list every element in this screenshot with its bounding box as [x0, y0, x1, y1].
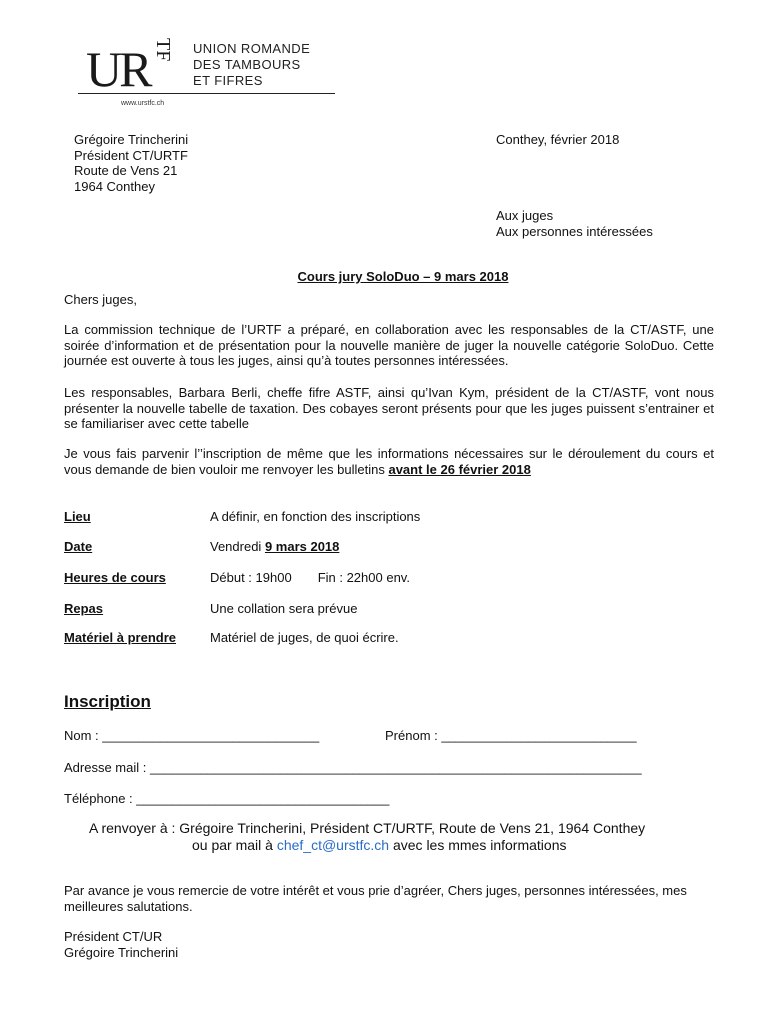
logo-org-line-3: ET FIFRES — [193, 73, 263, 88]
return-email-suffix: avec les mmes informations — [389, 837, 567, 853]
info-value-materiel: Matériel de juges, de quoi écrire. — [210, 630, 399, 645]
logo-letters-ur: UR — [86, 41, 150, 97]
paragraph-registration-text: Je vous fais parvenir l’’inscription de même que les informations nécessaires sur le déroulement du cours et vous demande de bien vouloir me renvoyer les bulletins — [64, 446, 714, 477]
logo-org-line-1: UNION ROMANDE — [193, 41, 311, 56]
sender-name: Grégoire Trincherini — [74, 132, 189, 147]
logo-org-line-2: DES TAMBOURS — [193, 57, 301, 72]
info-value-date-day: 9 mars 2018 — [264, 539, 340, 554]
sender-street: Route de Vens 21 — [74, 163, 178, 178]
info-value-fin: Fin : 22h00 env. — [317, 570, 410, 585]
signature-title: Président CT/UR — [64, 929, 163, 944]
info-label-repas: Repas — [64, 601, 104, 616]
recipient-line-2: Aux personnes intéressées — [496, 223, 653, 239]
info-label-heures: Heures de cours — [64, 570, 166, 585]
info-value-heures — [210, 570, 410, 585]
return-email-line — [192, 837, 567, 853]
signature-name: Grégoire Trincherini — [64, 944, 179, 960]
info-label-lieu: Lieu — [64, 509, 91, 524]
info-value-date — [210, 539, 339, 554]
logo-organization-name — [193, 41, 310, 89]
email-field[interactable]: Adresse mail : ____________________________________________________________________ — [64, 760, 642, 775]
recipient-line-1: Aux juges — [496, 208, 554, 223]
return-email-prefix: ou par mail à — [192, 837, 277, 853]
info-value-repas: Une collation sera prévue — [210, 601, 358, 616]
email-link[interactable]: chef_ct@urstfc.ch — [276, 837, 390, 853]
info-label-materiel: Matériel à prendre — [64, 630, 176, 645]
letter-subject: Cours jury SoloDuo – 9 mars 2018 — [297, 269, 509, 284]
prenom-field[interactable]: Prénom : ___________________________ — [385, 728, 637, 743]
closing-paragraph: Par avance je vous remercie de votre intérêt et vous prie d’agréer, Chers juges, personnes intéressées, mes meilleures salutations. — [64, 883, 687, 914]
inscription-title: Inscription — [64, 692, 151, 711]
sender-city: 1964 Conthey — [74, 178, 155, 194]
info-value-debut: Début : 19h00 — [210, 570, 292, 585]
info-value-date-weekday: Vendredi — [210, 539, 265, 554]
logo-letters-tf: TF — [152, 38, 175, 62]
info-label-date: Date — [64, 539, 93, 554]
return-address: A renvoyer à : Grégoire Trincherini, Président CT/URTF, Route de Vens 21, 1964 Conthey — [89, 820, 646, 836]
telephone-field[interactable]: Téléphone : ___________________________________ — [64, 791, 390, 806]
logo-mark — [86, 38, 201, 97]
place-date: Conthey, février 2018 — [496, 132, 620, 147]
nom-field[interactable]: Nom : ______________________________ — [64, 728, 320, 743]
registration-deadline: avant le 26 février 2018 — [388, 461, 531, 477]
sender-address — [74, 132, 188, 194]
signature-block — [64, 929, 178, 960]
sender-title: Président CT/URTF — [74, 147, 188, 163]
paragraph-presenters: Les responsables, Barbara Berli, cheffe fifre ASTF, ainsi qu’Ivan Kym, président de la CT/ASTF, vont nous présenter la nouvelle tabelle de taxation. Des cobayes seront présents pour que les juges puissent s’entrainer et se familiariser avec cette tabelle — [64, 385, 714, 431]
info-value-lieu: A définir, en fonction des inscriptions — [210, 509, 421, 524]
recipients — [496, 208, 653, 239]
paragraph-intro: La commission technique de l’URTF a préparé, en collaboration avec les responsables de la CT/ASTF, une soirée d’information et de présentation pour la nouvelle manière de juger la nouvelle catégorie SoloDuo. Cette journée est ouverte à tous les juges, ainsi qu’à toutes personnes intéressées. — [64, 322, 714, 368]
logo-url: www.urstfc.ch — [121, 100, 165, 107]
logo-divider — [78, 93, 335, 94]
paragraph-registration — [64, 446, 714, 477]
greeting: Chers juges, — [64, 292, 137, 307]
